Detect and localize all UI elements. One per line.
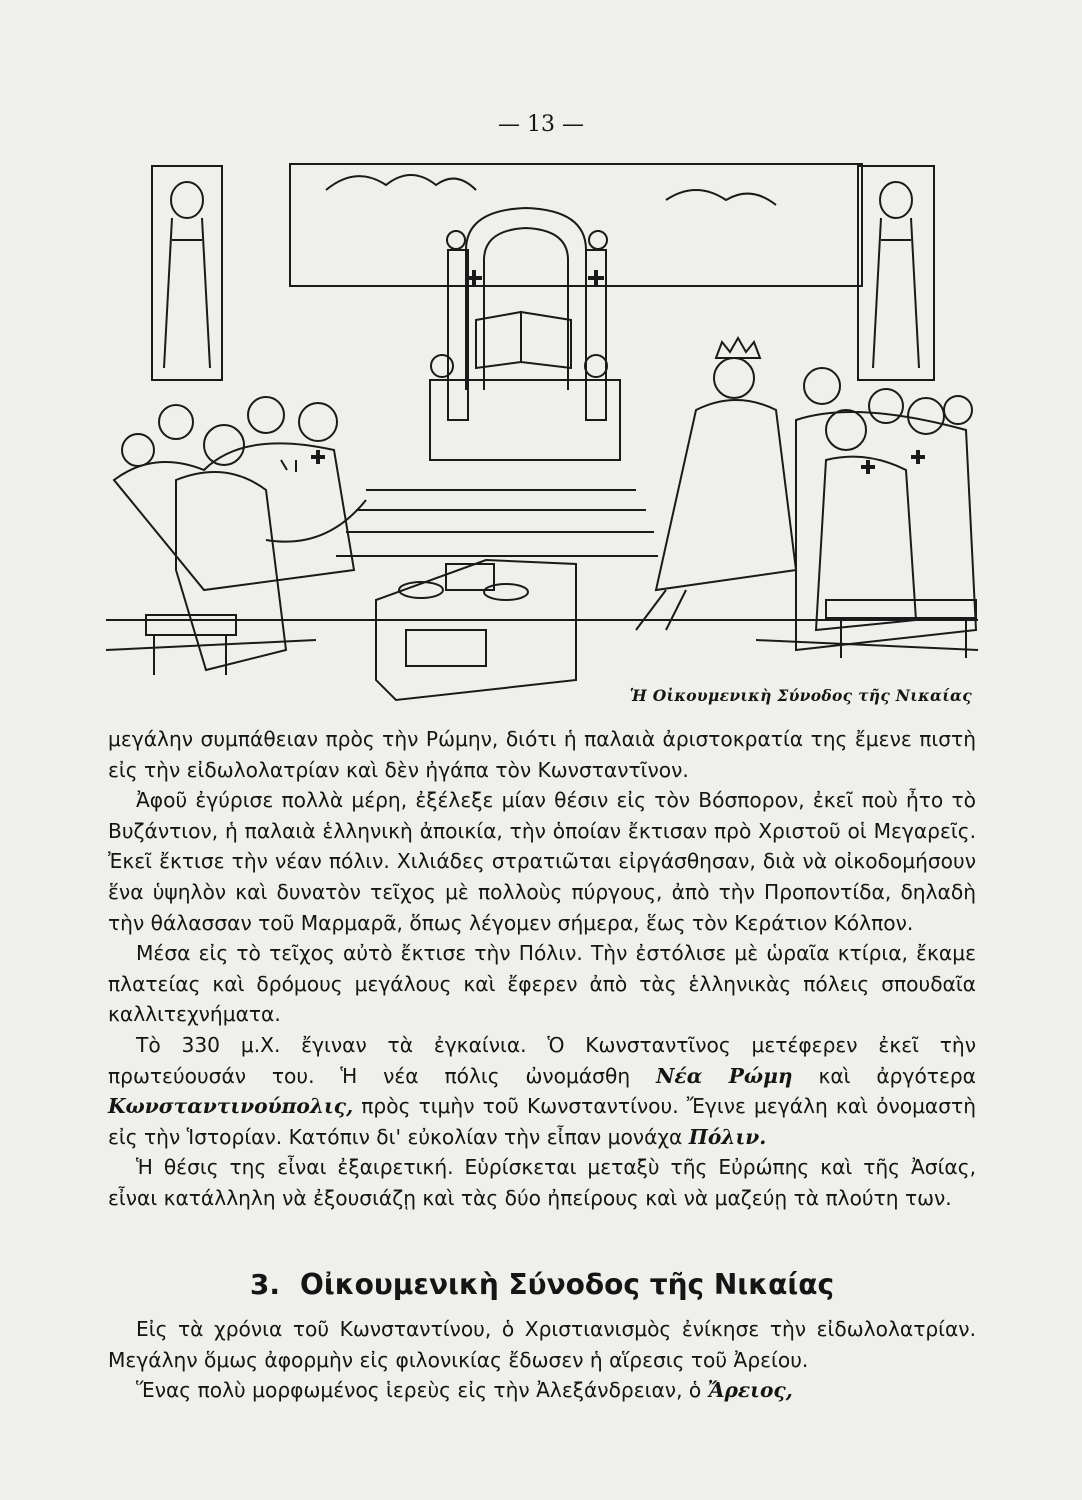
book-on-table <box>446 564 494 590</box>
name-areios: Ἄρειος, <box>707 1378 793 1403</box>
crown <box>716 338 760 358</box>
right-saint-figure <box>873 218 919 368</box>
left-icon-panel <box>152 166 222 380</box>
left-bishops <box>114 397 366 670</box>
name-nea-romi: Νέα Ρώμη <box>655 1063 793 1088</box>
throne-arm-orb-right <box>585 355 607 377</box>
page-number: — 13 — <box>498 112 584 137</box>
paragraph-4-part3: πρὸς τιμὴν τοῦ Κωνσταντίνου. Ἔγινε μεγάλη καὶ ὀνομαστὴ εἰς τὴν Ἱστορίαν. Κατόπιν δι' εὐκολίαν τὴν εἶπαν μονάχα <box>108 1094 976 1149</box>
last-paragraph-text: Ἕνας πολὺ μορφωμένος ἱερεὺς εἰς τὴν Ἀλεξάνδρειαν, ὁ <box>136 1378 708 1403</box>
scroll-right <box>484 584 528 600</box>
right-icon-panel <box>858 166 934 380</box>
left-saint-figure <box>164 218 210 368</box>
section-paragraph-1: Εἰς τὰ χρόνια τοῦ Κωνσταντίνου, ὁ Χριστιανισμὸς ἐνίκησε τὴν εἰδωλολατρίαν. Μεγάλην ὅμως ἀφορμὴν εἰς φιλονικίας ἔδωσεν ἡ αἵρεσις τοῦ Ἀρείου. <box>108 1317 976 1372</box>
right-saint-halo <box>880 182 912 218</box>
right-bishops <box>796 368 976 650</box>
section-paragraph-2 <box>108 1375 976 1406</box>
body-text <box>108 724 976 1214</box>
illustration-drawing <box>106 160 978 706</box>
bench-left-legs <box>154 635 226 675</box>
name-konstantinoupolis: Κωνσταντινούπολις, <box>108 1094 354 1119</box>
paragraph-3: Μέσα εἰς τὸ τεῖχος αὐτὸ ἔκτισε τὴν Πόλιν. Τὴν ἐστόλισε μὲ ὡραῖα κτίρια, ἔκαμε πλατείας καὶ δρόμους μεγάλους καὶ ἔφερεν ἀπὸ τὰς ἑλληνικὰς πόλεις σπουδαῖα καλλιτεχνήματα. <box>108 941 976 1027</box>
paragraph-5: Ἡ θέσις της εἶναι ἐξαιρετική. Εὑρίσκεται μεταξὺ τῆς Εὐρώπης καὶ τῆς Ἀσίας, εἶναι κατάλληλη νὰ ἐξουσιάζῃ καὶ τὰς δύο ἠπείρους καὶ νὰ μαζεύῃ τὰ πλούτη των. <box>108 1155 976 1210</box>
section-number: 3. <box>249 1268 281 1301</box>
dais-steps <box>336 490 658 556</box>
throne-orb-right <box>589 231 607 249</box>
paragraph-1: μεγάλην συμπάθειαν πρὸς τὴν Ρώμην, διότι ἡ παλαιὰ ἀριστοκρατία της ἔμενε πιστὴ εἰς τὴν εἰδωλολατρίαν καὶ δὲν ἠγάπα τὸν Κωνσταντῖνον. <box>108 727 976 782</box>
figure-caption: Ἡ Οἰκουμενικὴ Σύνοδος τῆς Νικαίας <box>629 686 972 705</box>
gospel-book <box>476 312 571 368</box>
left-saint-halo <box>171 182 203 218</box>
table-drawer <box>406 630 486 666</box>
paragraph-2: Ἀφοῦ ἐγύρισε πολλὰ μέρη, ἐξέλεξε μίαν θέσιν εἰς τὸν Βόσπορον, ἐκεῖ ποὺ ἦτο τὸ Βυζάντιον, ἡ παλαιὰ ἑλληνικὴ ἀποικία, τὴν ὁποίαν ἔκτισαν πρὸ Χριστοῦ οἱ Μεγαρεῖς. Ἐκεῖ ἔκτισε τὴν νέαν πόλιν. Χιλιάδες στρατιῶται εἰργάσθησαν, διὰ νὰ οἰκοδομήσουν ἕνα ὑψηλὸν καὶ δυνατὸν τεῖχος μὲ πολλοὺς πύργους, ἀπὸ τὴν Προποντίδα, δηλαδὴ τὴν θάλασσαν τοῦ Μαρμαρᾶ, ὅπως λέγομεν σήμερα, ἕως τὸν Κεράτιον Κόλπον. <box>108 788 976 935</box>
paragraph-4 <box>108 1030 976 1152</box>
paragraph-4-part2: καὶ ἀργότερα <box>792 1063 976 1088</box>
throne-orb-left <box>447 231 465 249</box>
section-body-text <box>108 1314 976 1406</box>
council-of-nicaea-illustration <box>106 160 978 706</box>
emperor-constantine <box>636 338 796 630</box>
bench-right <box>826 600 976 618</box>
name-polin: Πόλιν. <box>688 1124 767 1149</box>
paragraph-4-part1: Τὸ 330 μ.Χ. ἔγιναν τὰ ἐγκαίνια. Ὁ Κωνσταντῖνος μετέφερεν ἐκεῖ τὴν πρωτεύουσάν του. Ἡ νέα πόλις ὠνομάσθη <box>108 1032 976 1088</box>
section-heading <box>108 1268 976 1301</box>
throne-arm-orb-left <box>431 355 453 377</box>
section-title: Οἰκουμενικὴ Σύνοδος τῆς Νικαίας <box>300 1268 835 1301</box>
frieze-clouds <box>326 175 776 205</box>
